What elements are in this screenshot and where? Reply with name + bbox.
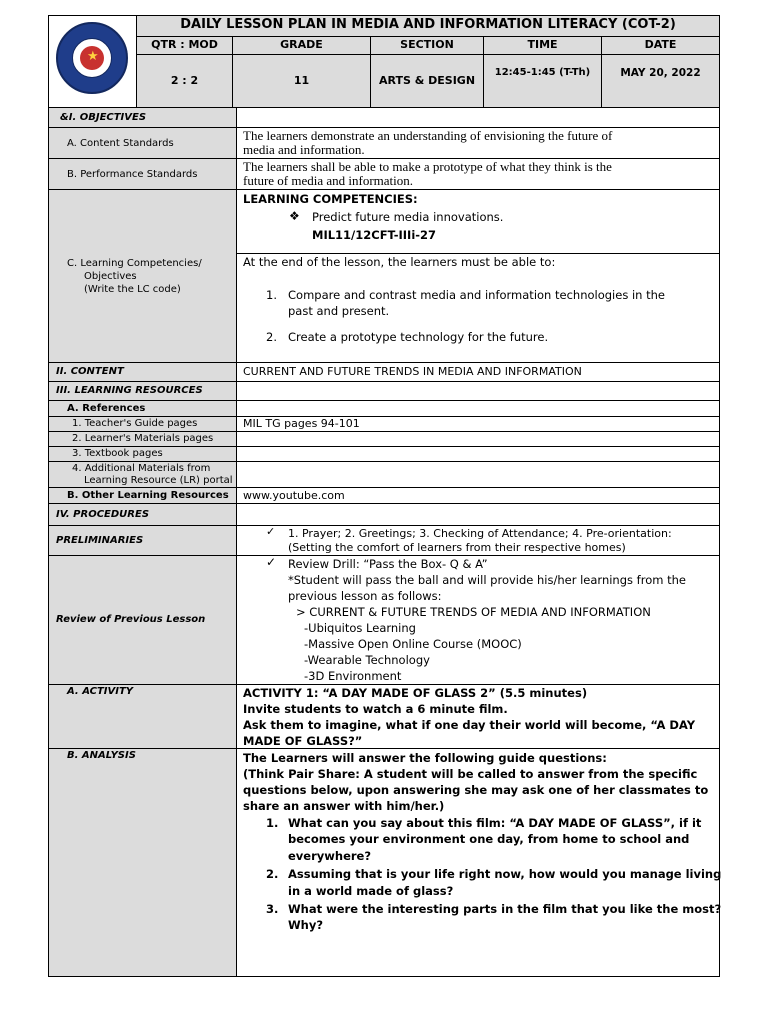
resources-blank-cell — [236, 381, 720, 401]
diamond-bullet-icon: ❖ — [289, 209, 300, 223]
content-standards-line-1: The learners demonstrate an understanding of envisioning the future of — [243, 128, 613, 143]
review-topic: > CURRENT & FUTURE TRENDS OF MEDIA AND INFORMATION — [296, 605, 651, 619]
resources-label: III. LEARNING RESOURCES — [56, 385, 203, 396]
preliminaries-line-2: (Setting the comfort of learners from their respective homes) — [288, 541, 626, 554]
activity-line-1: Invite students to watch a 6 minute film. — [243, 702, 508, 716]
review-label: Review of Previous Lesson — [56, 614, 206, 625]
activity-label: A. ACTIVITY — [67, 686, 134, 697]
competencies-label-line-2: Objectives — [84, 271, 137, 282]
review-item-3: -Wearable Technology — [304, 653, 430, 667]
competencies-label-line-3: (Write the LC code) — [84, 284, 181, 295]
preliminaries-line-1: 1. Prayer; 2. Greetings; 3. Checking of Attendance; 4. Pre-orientation: — [288, 527, 672, 540]
analysis-intro-3: questions below, upon answering she may ask one of her classmates to — [243, 783, 709, 797]
question-3-num: 3. — [266, 902, 279, 916]
page-title: DAILY LESSON PLAN IN MEDIA AND INFORMATION LITERACY (COT-2) — [180, 17, 676, 32]
textbook-value-cell — [236, 446, 720, 462]
competency-code: MIL11/12CFT-IIIi-27 — [312, 228, 437, 242]
additional-value-cell — [236, 461, 720, 488]
checkmark-icon: ✓ — [266, 525, 276, 538]
content-standards-label: A. Content Standards — [67, 138, 174, 149]
question-3-line-1: What were the interesting parts in the film that you like the most? — [288, 902, 722, 916]
star-icon: ★ — [87, 49, 99, 64]
objective-1-line-1: Compare and contrast media and information technologies in the — [288, 288, 665, 302]
objective-2-num: 2. — [266, 330, 277, 344]
performance-standards-label: B. Performance Standards — [67, 169, 198, 180]
header-label-qtr: QTR : MOD — [151, 38, 218, 51]
additional-label-line-1: 4. Additional Materials from — [72, 463, 211, 474]
activity-line-3: MADE OF GLASS?” — [243, 734, 363, 748]
review-line-1: *Student will pass the ball and will provide his/her learnings from the — [288, 573, 686, 587]
header-val-time — [483, 54, 602, 108]
objectives-blank-cell — [236, 107, 720, 128]
review-item-4: -3D Environment — [304, 669, 402, 683]
objectives-intro: At the end of the lesson, the learners must be able to: — [243, 255, 556, 269]
header-label-time: TIME — [527, 38, 558, 51]
header-label-grade: GRADE — [280, 38, 323, 51]
objective-1-num: 1. — [266, 288, 277, 302]
review-line-2: previous lesson as follows: — [288, 589, 442, 603]
date-value: MAY 20, 2022 — [620, 67, 701, 79]
grade-value: 11 — [293, 74, 310, 87]
qtr-value: 2 : 2 — [170, 74, 199, 87]
additional-label-line-2: Learning Resource (LR) portal — [84, 475, 233, 486]
performance-standards-line-2: future of media and information. — [243, 173, 414, 188]
header-label-section: SECTION — [400, 38, 454, 51]
question-3-line-2: Why? — [288, 918, 324, 932]
question-1-num: 1. — [266, 816, 279, 830]
procedures-blank-cell — [236, 503, 720, 526]
other-resources-label: B. Other Learning Resources — [67, 490, 229, 501]
competencies-label-line-1: C. Learning Competencies/ — [67, 258, 202, 269]
question-1-line-2: becomes your environment one day, from home to school and — [288, 832, 690, 846]
content-text: CURRENT AND FUTURE TRENDS IN MEDIA AND INFORMATION — [243, 365, 582, 378]
checkmark-icon: ✓ — [266, 555, 277, 569]
performance-standards-line-1: The learners shall be able to make a prototype of what they think is the — [243, 159, 612, 174]
preliminaries-label: PRELIMINARIES — [56, 535, 144, 546]
procedures-label: IV. PROCEDURES — [56, 509, 150, 520]
references-label: A. References — [67, 403, 146, 414]
lm-label: 2. Learner's Materials pages — [72, 433, 214, 444]
analysis-intro-2: (Think Pair Share: A student will be called to answer from the specific — [243, 767, 698, 781]
analysis-label-cell — [48, 748, 237, 977]
review-item-2: -Massive Open Online Course (MOOC) — [304, 637, 522, 651]
analysis-intro-1: The Learners will answer the following guide questions: — [243, 751, 607, 765]
activity-line-2: Ask them to imagine, what if one day their world will become, “A DAY — [243, 718, 696, 732]
references-blank-cell — [236, 400, 720, 417]
content-standards-line-2: media and information. — [243, 142, 365, 157]
objective-2-line-1: Create a prototype technology for the future. — [288, 330, 549, 344]
section-value: ARTS & DESIGN — [378, 74, 476, 87]
question-2-line-1: Assuming that is your life right now, how would you manage living — [288, 867, 722, 881]
question-2-num: 2. — [266, 867, 279, 881]
analysis-intro-4: share an answer with him/her.) — [243, 799, 445, 813]
tg-label: 1. Teacher's Guide pages — [72, 418, 198, 429]
competencies-heading: LEARNING COMPETENCIES: — [243, 192, 418, 206]
objectives-heading: &I. OBJECTIVES — [60, 112, 147, 123]
analysis-label: B. ANALYSIS — [67, 750, 136, 761]
question-1-line-3: everywhere? — [288, 849, 372, 863]
objective-1-line-2: past and present. — [288, 304, 390, 318]
activity-title: ACTIVITY 1: “A DAY MADE OF GLASS 2” (5.5 minutes) — [243, 686, 588, 700]
header-label-date: DATE — [644, 38, 677, 51]
question-1-line-1: What can you say about this film: “A DAY MADE OF GLASS”, if it — [288, 816, 702, 830]
textbook-label: 3. Textbook pages — [72, 448, 163, 459]
time-value: 12:45-1:45 (T-Th) — [494, 67, 591, 78]
header-val-date — [601, 54, 720, 108]
tg-value: MIL TG pages 94-101 — [243, 417, 360, 430]
review-item-1: -Ubiquitos Learning — [304, 621, 416, 635]
content-label: II. CONTENT — [56, 366, 124, 377]
question-2-line-2: in a world made of glass? — [288, 884, 454, 898]
lm-value-cell — [236, 431, 720, 447]
other-resources-value: www.youtube.com — [243, 489, 345, 502]
competency-item: Predict future media innovations. — [312, 210, 504, 224]
competencies-label-cell — [48, 189, 237, 363]
review-drill: Review Drill: “Pass the Box- Q & A” — [288, 557, 488, 571]
